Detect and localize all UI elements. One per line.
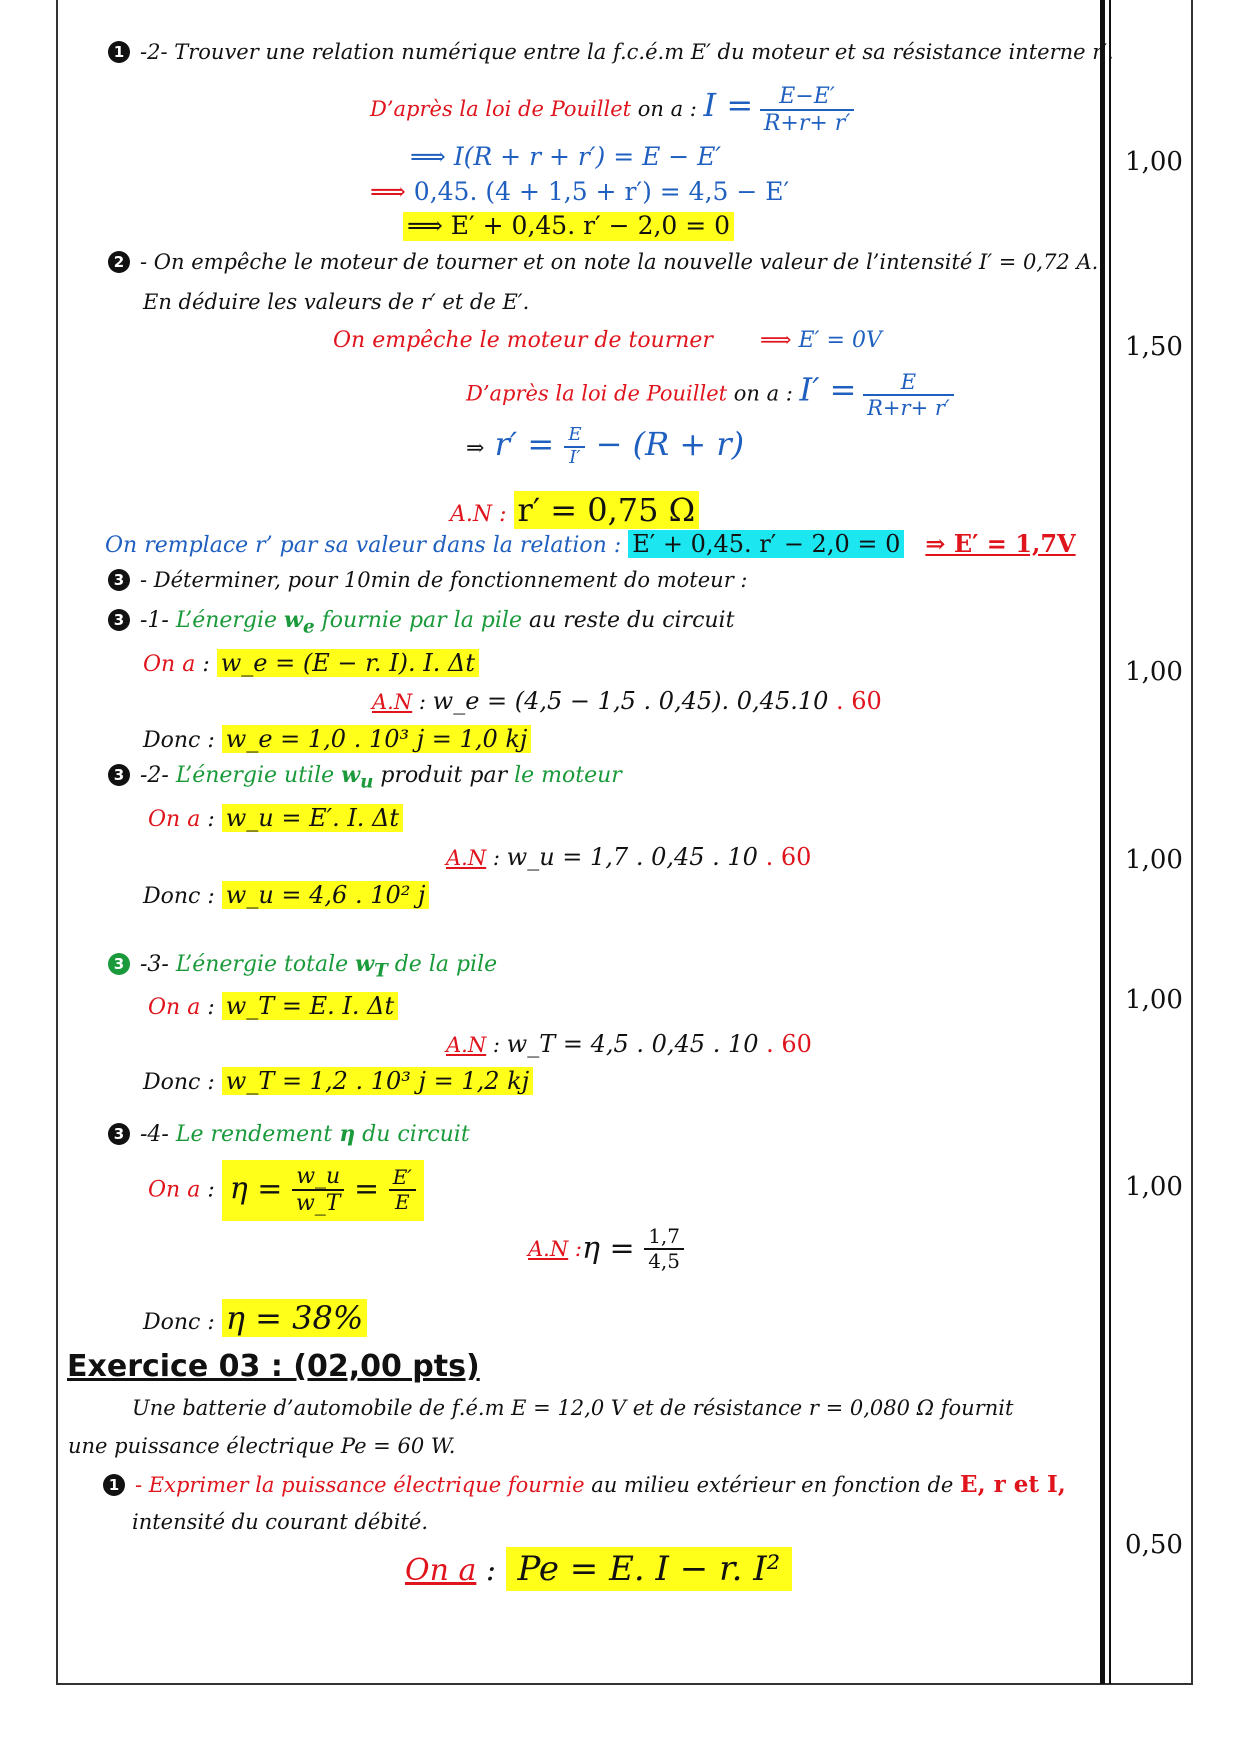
- an-we: A.N : w_e = (4,5 − 1,5 . 0,45). 0,45.10 . 60: [372, 687, 882, 715]
- r-prime-value: A.N : r′ = 0,75 Ω: [450, 492, 699, 529]
- mark: 1,00: [1125, 1172, 1183, 1202]
- question-3-1: 3 -1- L’énergie $w_e$ fournie par la pile au reste du circuit: [108, 608, 734, 637]
- bullet-3-icon: 3: [108, 1123, 130, 1145]
- step-2: ⟹ 0,45. (4 + 1,5 + r′) = 4,5 − E′: [370, 177, 790, 206]
- bullet-1-icon: 1: [108, 41, 130, 63]
- formula-we: On a : w_e = (E − r. I). I. Δt: [143, 650, 479, 678]
- question-3-3: 3 -3- L’énergie totale $w_T$ de la pile: [108, 952, 497, 981]
- mark: 1,00: [1125, 985, 1183, 1015]
- frame-right-border: [1191, 0, 1193, 1685]
- an-wu: A.N : w_u = 1,7 . 0,45 . 10 . 60: [446, 843, 812, 871]
- marks-column-separator-thin: [1109, 0, 1111, 1684]
- result-wu: Donc : w_u = 4,6 . 10² j: [143, 882, 429, 910]
- marks-column-separator: [1100, 0, 1105, 1684]
- r-prime-formula: ⇒ r′ = $\frac{E}{I'}$ − (R + r): [466, 424, 745, 468]
- ex3-statement-line-1: Une batterie d’automobile de f.é.m E = 12,0 V et de résistance r = 0,080 Ω fournit: [132, 1396, 1014, 1420]
- mark: 1,00: [1125, 147, 1183, 177]
- question-3-2: 3 -2- L’énergie utile $w_u$ produit par le moteur: [108, 763, 622, 792]
- fraction: $\frac{w\_u}{w\_T}$: [292, 1164, 345, 1217]
- ex3-statement-line-2: une puissance électrique Pe = 60 W.: [68, 1434, 456, 1458]
- ex3-question-1-line-2: intensité du courant débité.: [132, 1510, 429, 1534]
- question-2-line-2: En déduire les valeurs de r′ et de E′.: [143, 290, 530, 314]
- result-eta: Donc : η = 38%: [143, 1300, 367, 1337]
- question-1-2: 1 -2- Trouver une relation numérique entre la f.c.é.m E′ du moteur et sa résistance interne r′.: [108, 40, 1114, 64]
- fraction: $\frac{E}{R+r+ r'}$: [863, 370, 954, 420]
- bullet-3-icon: 3: [108, 569, 130, 591]
- mark: 0,50: [1125, 1530, 1183, 1560]
- pouillet-equation-1: D’après la loi de Pouillet on a : I = $\frac{E-E'}{R+r+ r'}$: [370, 84, 854, 137]
- step-1: ⟹ I(R + r + r′) = E − E′: [410, 142, 722, 171]
- formula-wt: On a : w_T = E. I. Δt: [148, 993, 398, 1021]
- relation-result: ⟹ E′ + 0,45. r′ − 2,0 = 0: [403, 212, 734, 241]
- question-3-4: 3 -4- Le rendement η du circuit: [108, 1122, 470, 1147]
- fraction: $\frac{E-E'}{R+r+ r'}$: [760, 84, 854, 137]
- mark: 1,00: [1125, 845, 1183, 875]
- mark: 1,00: [1125, 657, 1183, 687]
- formula-wu: On a : w_u = E′. I. Δt: [148, 805, 403, 833]
- ex3-question-1: 1 - Exprimer la puissance électrique fournie au milieu extérieur en fonction de E, r et I,: [103, 1472, 1066, 1498]
- frame-bottom-border: [56, 1683, 1192, 1685]
- ex3-answer: On a : Pe = E. I − r. I²: [405, 1550, 792, 1589]
- bullet-1-icon: 1: [103, 1474, 125, 1496]
- bullet-3-icon: 3: [108, 609, 130, 631]
- replace-line: On remplace r’ par sa valeur dans la relation : E′ + 0,45. r′ − 2,0 = 0 ⇒ E′ = 1,7V: [105, 529, 1076, 558]
- bullet-3-icon: 3: [108, 953, 130, 975]
- frame-left-border: [56, 0, 58, 1684]
- formula-eta: On a : η = $\frac{w\_u}{w\_T}$ = $\frac{E'}{E}$: [148, 1160, 424, 1221]
- fraction: $\frac{E}{I'}$: [564, 425, 585, 468]
- result-wt: Donc : w_T = 1,2 . 10³ j = 1,2 kj: [143, 1068, 533, 1096]
- fraction: $\frac{E'}{E}$: [389, 1166, 416, 1214]
- exercise-3-heading: Exercice 03 : (02,00 pts): [67, 1349, 480, 1384]
- an-eta: A.N :η = $\frac{1,7}{4,5}$: [528, 1225, 684, 1273]
- question-3: 3 - Déterminer, pour 10min de fonctionnement do moteur :: [108, 568, 747, 592]
- fraction: $\frac{1,7}{4,5}$: [644, 1225, 684, 1273]
- eta-formula-box: η = $\frac{w\_u}{w\_T}$ = $\frac{E'}{E}$: [222, 1160, 424, 1221]
- question-2: 2 - On empêche le moteur de tourner et on note la nouvelle valeur de l’intensité I′ = 0,72 A.: [108, 250, 1098, 274]
- pouillet-equation-2: D’après la loi de Pouillet on a : I′ = $\frac{E}{R+r+ r'}$: [466, 370, 954, 420]
- motor-blocked-line: On empêche le moteur de tourner ⟹ E′ = 0V: [333, 328, 882, 353]
- bullet-2-icon: 2: [108, 251, 130, 273]
- result-we: Donc : w_e = 1,0 . 10³ j = 1,0 kj: [143, 726, 531, 754]
- mark: 1,50: [1125, 332, 1183, 362]
- bullet-3-icon: 3: [108, 764, 130, 786]
- an-wt: A.N : w_T = 4,5 . 0,45 . 10 . 60: [446, 1030, 812, 1058]
